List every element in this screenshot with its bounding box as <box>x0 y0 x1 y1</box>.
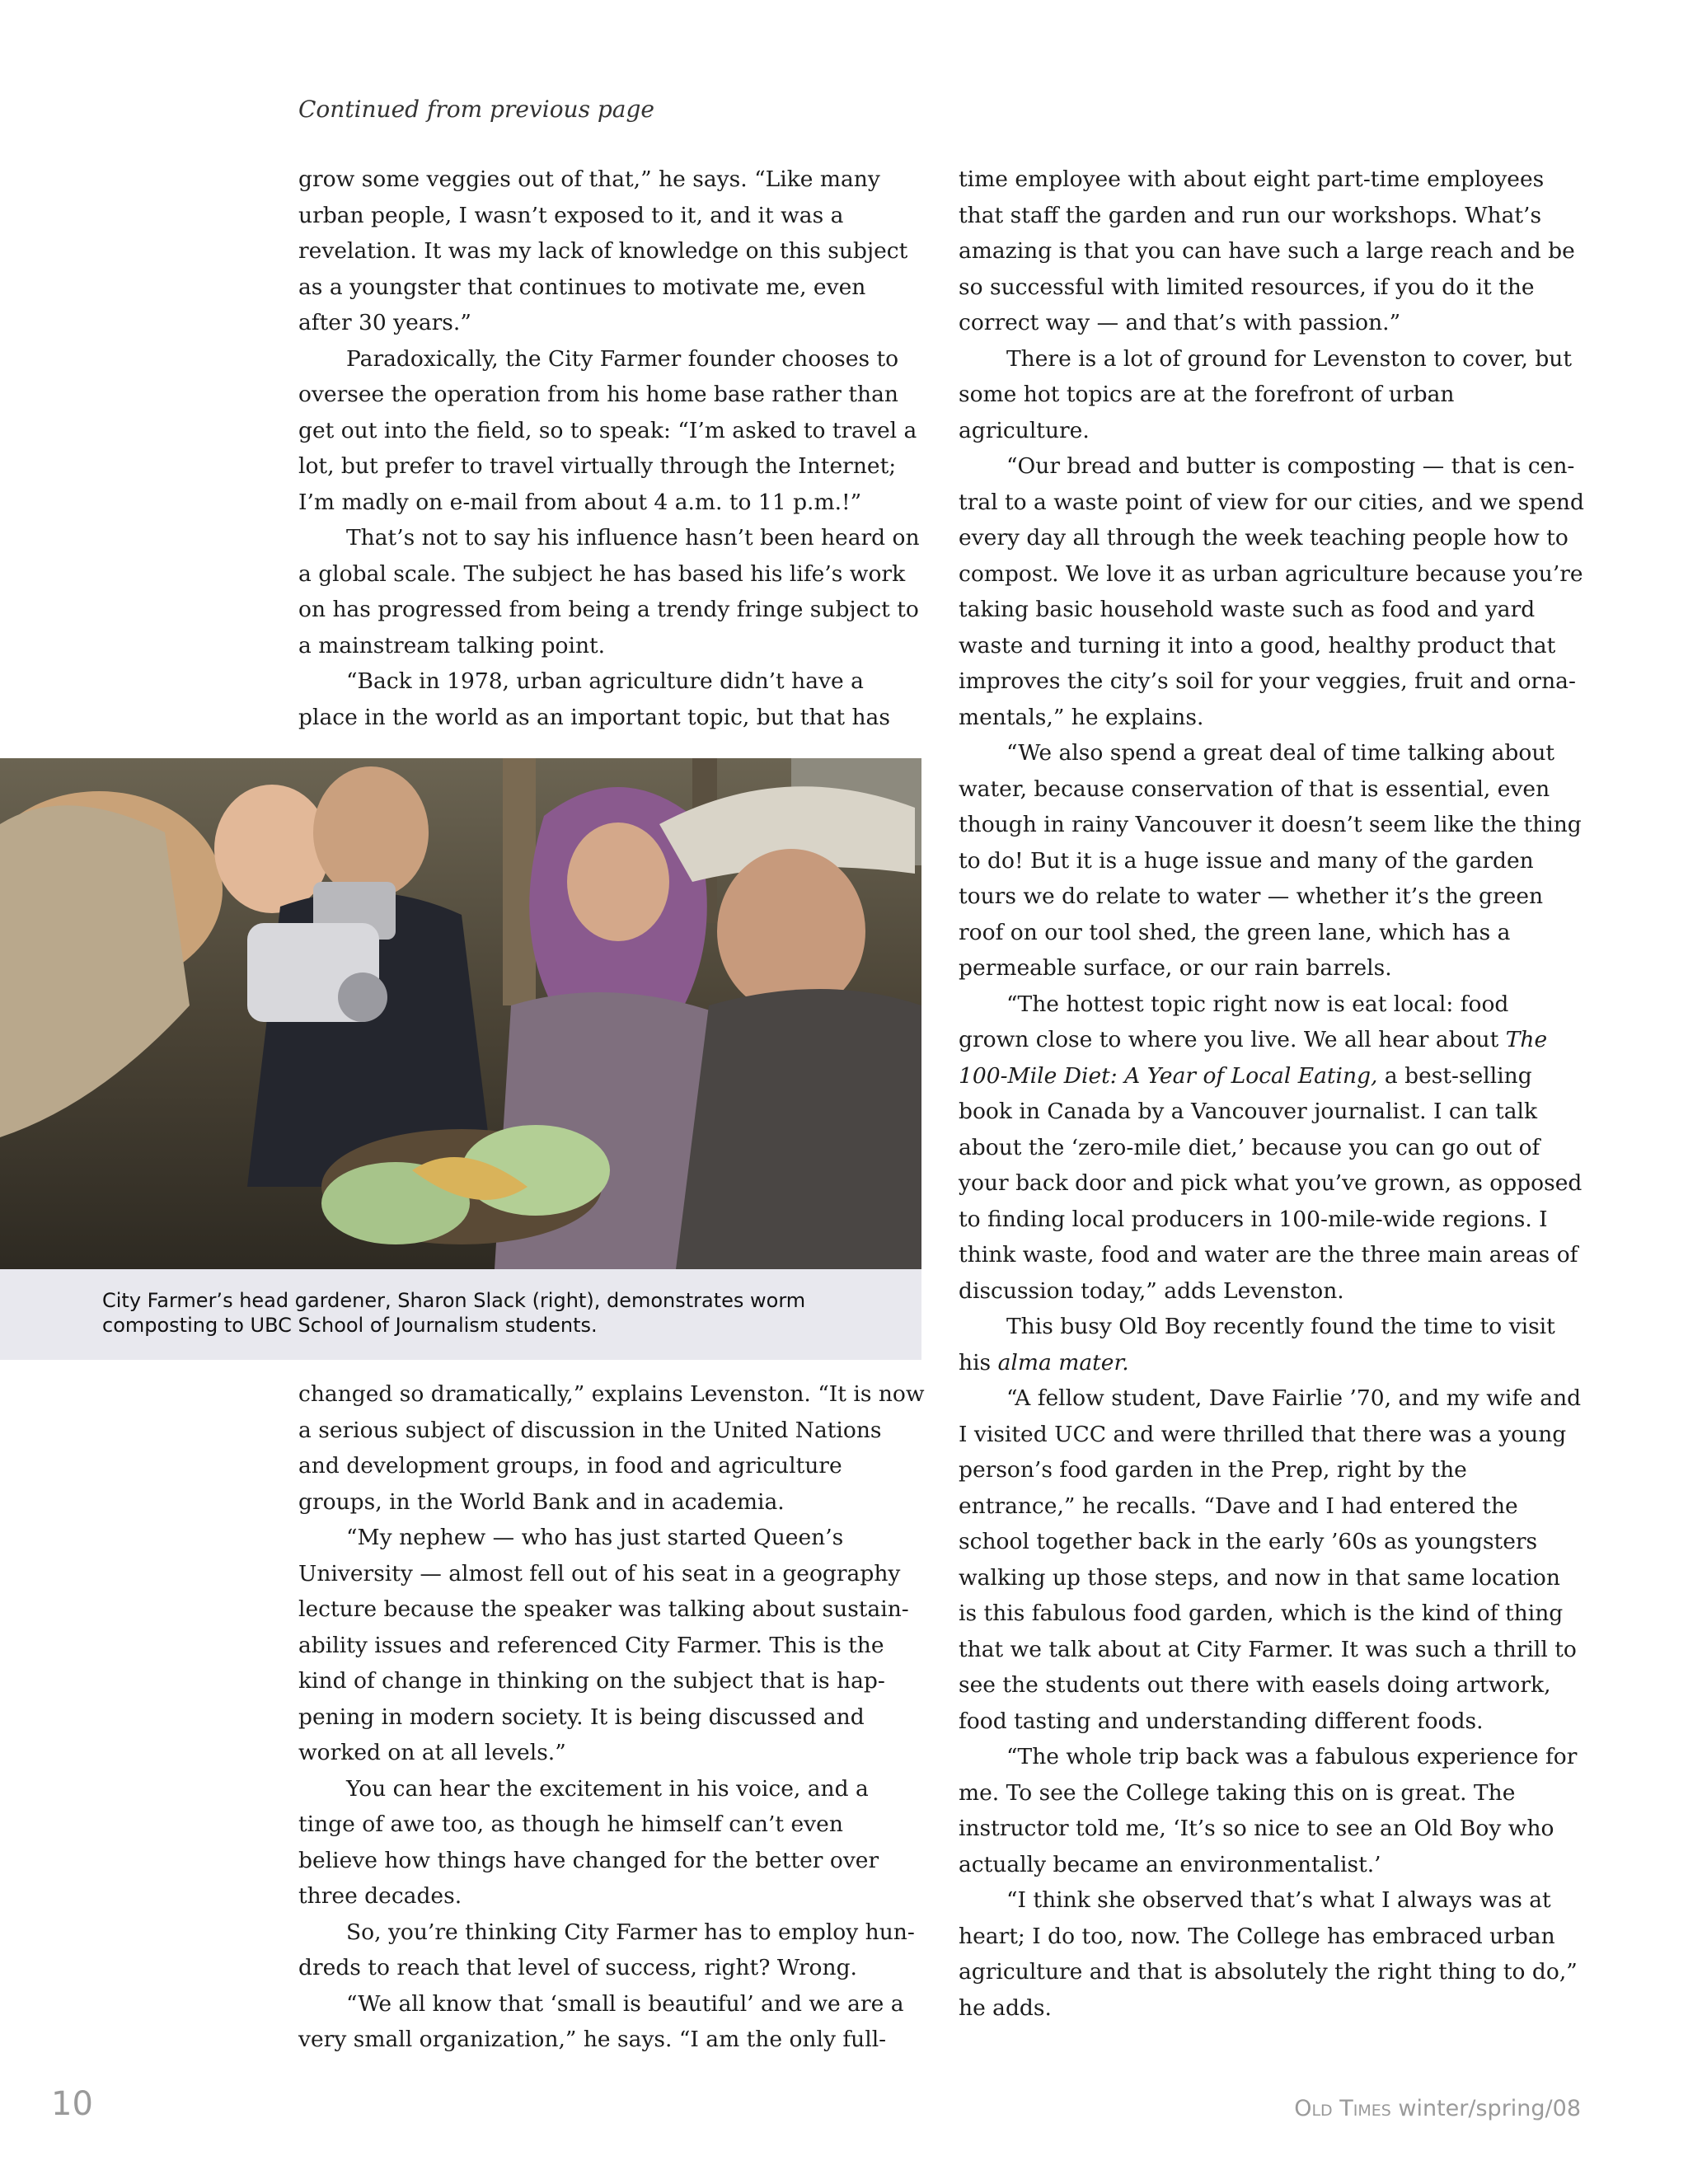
paragraph <box>959 1309 1585 1380</box>
paragraph: “We also spend a great deal of time talking about water, because conservation of that is essential, even though in rainy Vancouver it doesn’t seem like the thing to do! But it is a huge issue and many of the garden tours we do relate to water — whether it’s the green roof on our tool shed, the green lane, which has a permeable surface, or our rain barrels. <box>959 740 1582 981</box>
right-column <box>959 162 1585 2026</box>
text-run: This busy Old Boy recently found the time to visit his <box>959 1314 1555 1376</box>
continued-note: Continued from previous page <box>298 96 654 123</box>
paragraph: Paradoxically, the City Farmer founder chooses to oversee the operation from his home base rather than get out into the field, so to speak: “I’m asked to travel a lot, but prefer to travel virtually through the Internet; I’m madly on e-mail from about 4 a.m. to 11 p.m.!” <box>298 345 917 515</box>
paragraph: changed so dramatically,” explains Levenston. “It is now a serious subject of discussion in the United Nations and development groups, in food and agriculture groups, in the World Bank and in academia. <box>298 1381 925 1515</box>
paragraph: You can hear the excitement in his voice, and a tinge of awe too, as though he himself can’t even believe how things have changed for the better over three decades. <box>298 1775 879 1909</box>
page-number: 10 <box>51 2085 93 2123</box>
left-column-bottom <box>298 1376 925 2058</box>
photo-illustration <box>0 758 921 1269</box>
garden-photo <box>0 758 921 1269</box>
paragraph: “Our bread and butter is composting — that is central to a waste point of view for our cities, and we spend every day all through the week teaching people how to compost. We love it as urban agriculture because you’re taking basic household waste such as food and yard waste and turning it into a good, healthy product that improves the city’s soil for your veggies, fruit and ornamentals,” he explains. <box>959 453 1584 730</box>
paragraph: “The whole trip back was a fabulous experience for me. To see the College taking this on is great. The instructor told me, ‘It’s so nice to see an Old Boy who actually became an environmentalist.’ <box>959 1744 1578 1877</box>
paragraph: “My nephew — who has just started Queen’s University — almost fell out of his seat in a geography lecture because the speaker was talking about sustainability issues and referenced City Farmer. This is the kind of change in thinking on the subject that is happening in modern society. It is being discussed and worked on at all levels.” <box>298 1525 909 1765</box>
text-run: “The hottest topic right now is eat local: food grown close to where you live. We all hear about <box>959 991 1509 1052</box>
paragraph: “We all know that ‘small is beautiful’ and we are a very small organization,” he says. “I am the only full- <box>298 1990 904 2052</box>
paragraph: “I think she observed that’s what I always was at heart; I do too, now. The College has embraced urban agriculture and that is absolutely the right thing to do,” he adds. <box>959 1887 1578 2021</box>
text-run: a best-selling book in Canada by a Vancouver journalist. I can talk about the ‘zero-mile diet,’ because you can go out of your back door and pick what you’ve grown, as opposed to finding local producers in 100-mile-wide regions. I think waste, food and water are the three main areas of discussion today,” adds Levenston. <box>959 1062 1582 1304</box>
photo-caption: City Farmer’s head gardener, Sharon Slack (right), demonstrates worm composting to UBC School of Journalism students. <box>102 1289 806 1337</box>
paragraph: “A fellow student, Dave Fairlie ’70, and my wife and I visited UCC and were thrilled that there was a young person’s food garden in the Prep, right by the entrance,” he recalls. “Dave and I had entered the school together back in the early ’60s as youngsters walking up those steps, and now in that same location is this fabulous food garden, which is the kind of thing that we talk about at City Farmer. It was such a thrill to see the students out there with easels doing artwork, food tasting and understanding different foods. <box>959 1385 1582 1734</box>
italic-phrase: alma mater. <box>997 1349 1129 1376</box>
paragraph <box>959 987 1585 1310</box>
paragraph: “Back in 1978, urban agriculture didn’t have a place in the world as an important topic, but that has <box>298 668 890 730</box>
publication-name: Old Times <box>1294 2096 1391 2121</box>
paragraph: So, you’re thinking City Farmer has to employ hundreds to reach that level of success, right? Wrong. <box>298 1919 915 1980</box>
publication-footer <box>1294 2096 1581 2121</box>
paragraph: grow some veggies out of that,” he says. “Like many urban people, I wasn’t exposed to it, and it was a revelation. It was my lack of knowledge on this subject as a youngster that continues to motivate me, even after 30 years.” <box>298 166 908 335</box>
issue-label: winter/spring/08 <box>1390 2096 1581 2121</box>
book-title: The 100-Mile Diet: A Year of Local Eating, <box>959 1027 1548 1089</box>
paragraph: time employee with about eight part-time employees that staff the garden and run our workshops. What’s amazing is that you can have such a large reach and be so successful with limited resources, if you do it the correct way — and that’s with passion.” <box>959 166 1575 335</box>
left-column-top <box>298 162 925 735</box>
paragraph: That’s not to say his influence hasn’t been heard on a global scale. The subject he has based his life’s work on has progressed from being a trendy fringe subject to a mainstream talking point. <box>298 525 920 658</box>
paragraph: There is a lot of ground for Levenston to cover, but some hot topics are at the forefront of urban agriculture. <box>959 345 1573 443</box>
